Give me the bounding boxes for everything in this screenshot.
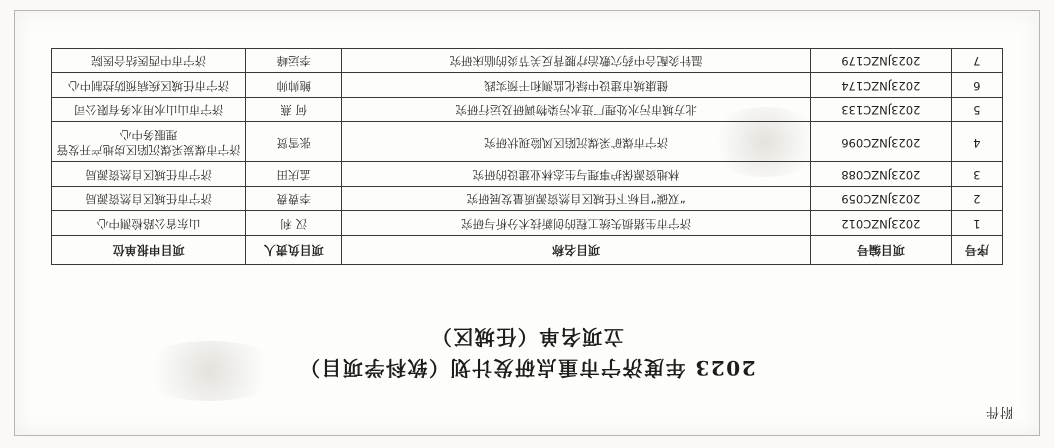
cell-no: 4: [951, 122, 1002, 162]
cell-no: 6: [951, 73, 1002, 98]
table-header-row: [52, 235, 1003, 264]
table-row: [52, 186, 1003, 211]
cell-name: 健康城市建设中绿化监测和干预实践: [342, 73, 811, 98]
cell-unit: 济宁市中西医结合医院: [52, 48, 246, 73]
cell-code: 2023JNZC012: [811, 211, 952, 236]
table-row: [52, 48, 1003, 73]
cell-leader: 何 燕: [246, 97, 342, 122]
table-row: [52, 97, 1003, 122]
cell-unit: 济宁市任城区自然资源局: [52, 186, 246, 211]
cell-leader: 汉 利: [246, 211, 342, 236]
cell-code: 2023JNZC059: [811, 186, 952, 211]
table-row: [52, 73, 1003, 98]
cell-no: 3: [951, 162, 1002, 187]
cell-code: 2023JNZC088: [811, 162, 952, 187]
page-title-line-2: 立项名单（任城区）: [430, 325, 624, 349]
table-row: [52, 162, 1003, 187]
cell-unit: 山东省公路检测中心: [52, 211, 246, 236]
upside-down-content: [15, 11, 1039, 435]
cell-leader: 鲍帅帅: [246, 73, 342, 98]
column-header-no: 序号: [951, 235, 1002, 264]
column-header-code: 项目编号: [811, 235, 952, 264]
column-header-name: 项目名称: [342, 235, 811, 264]
column-header-leader: 项目负责人: [246, 235, 342, 264]
cell-code: 2023JNZC133: [811, 97, 952, 122]
cell-no: 5: [951, 97, 1002, 122]
cell-no: 1: [951, 211, 1002, 236]
cell-name: 济宁市煤矿采煤沉陷区风险现状研究: [342, 122, 811, 162]
cell-name: 林地资源保护事理与生态林业建设的研究: [342, 162, 811, 187]
cell-leader: 李运峰: [246, 48, 342, 73]
page-title-line-1: 2023 年度济宁市重点研发计划（软科学项目）: [298, 356, 756, 380]
cell-leader: 李费费: [246, 186, 342, 211]
cell-name: “双碳”目标下任城区自然资源质量发展研究: [342, 186, 811, 211]
cell-unit: 济宁市任城区自然资源局: [52, 162, 246, 187]
cell-leader: 孟庆田: [246, 162, 342, 187]
cell-unit: 济宁市煤炭采煤沉陷区房地产开发管理服务中心: [52, 122, 246, 162]
project-list-table: [51, 48, 1003, 265]
paper-sheet: [14, 10, 1040, 436]
cell-no: 2: [951, 186, 1002, 211]
attachment-label: 附件: [984, 404, 1013, 419]
column-header-unit: 项目申报单位: [52, 235, 246, 264]
cell-code: 2023JNZC174: [811, 73, 952, 98]
cell-name: 温针灸配合中药穴敷治疗腰背反关节炎的临床研究: [342, 48, 811, 73]
cell-unit: 济宁市山山水用水务有限公司: [52, 97, 246, 122]
document-title-block: [15, 321, 1039, 383]
table-row: [52, 122, 1003, 162]
cell-no: 7: [951, 48, 1002, 73]
cell-code: 2023JNZC096: [811, 122, 952, 162]
cell-unit: 济宁市任城区疾病预防控制中心: [52, 73, 246, 98]
cell-code: 2023JNZC179: [811, 48, 952, 73]
table-row: [52, 211, 1003, 236]
cell-name: 济宁市生猪损失统工程的创新技术分析与研究: [342, 211, 811, 236]
cell-name: 北方城市污水处理厂进水污染物调研及运行研究: [342, 97, 811, 122]
cell-leader: 张雪贤: [246, 122, 342, 162]
